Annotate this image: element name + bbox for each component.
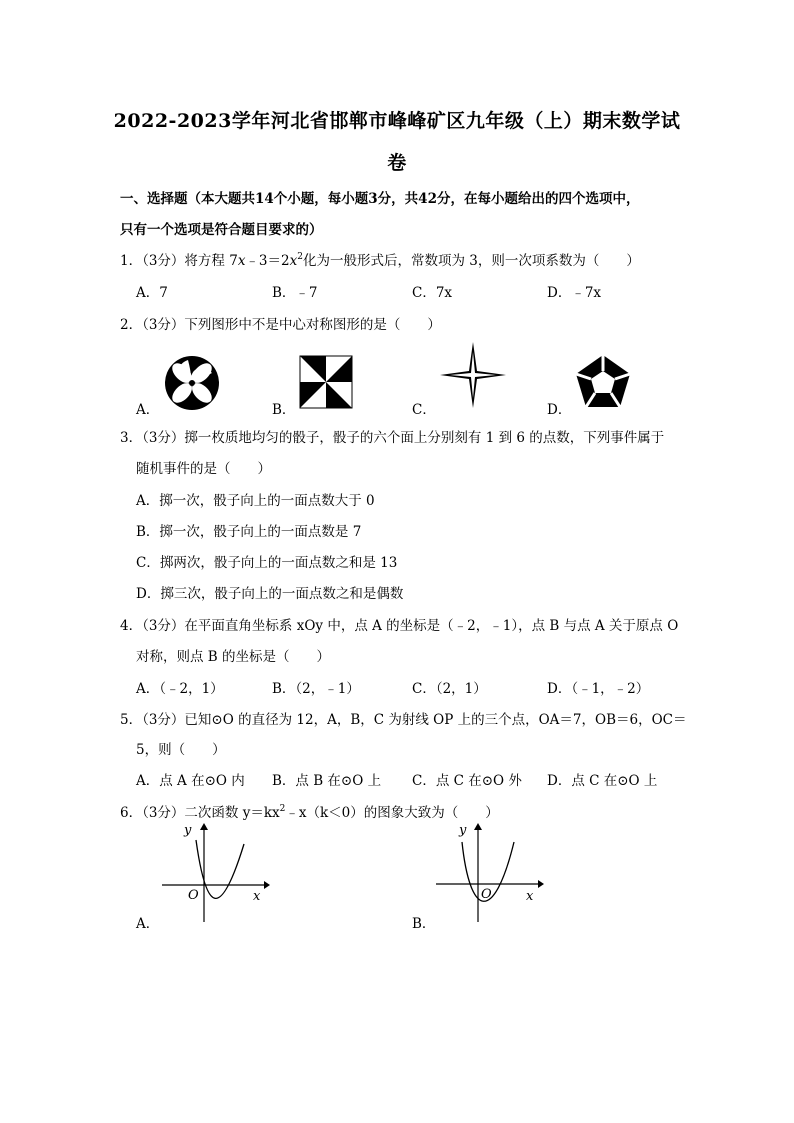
q1-option-b[interactable]: B．﹣7 [272, 285, 318, 301]
q5-option-c[interactable]: C．点 C 在⊙O 外 [412, 773, 522, 789]
four-petal-circle-icon [164, 355, 220, 411]
q4-option-a[interactable]: A．（﹣2，1） [136, 681, 224, 697]
q2-option-d[interactable]: D． [547, 402, 572, 418]
q6-graph-a [160, 822, 270, 924]
question-3-text-line1: 3．（3分）掷一枚质地均匀的骰子，骰子的六个面上分别刻有 1 到 6 的点数，下列事件属于 [120, 430, 665, 446]
q6-option-b[interactable]: B． [412, 916, 436, 932]
q2-option-c[interactable]: C． [412, 402, 436, 418]
y-axis-arrow-icon [474, 823, 482, 830]
q1-option-c[interactable]: C．7x [412, 285, 453, 301]
q2-option-b[interactable]: B． [272, 402, 296, 418]
q3-option-c[interactable]: C．掷两次，骰子向上的一面点数之和是 13 [136, 555, 398, 571]
parabola-curve [196, 840, 244, 898]
q4-option-c[interactable]: C．（2，1） [412, 681, 487, 697]
q1-option-d[interactable]: D．﹣7x [547, 285, 602, 301]
q5-option-d[interactable]: D．点 C 在⊙O 上 [547, 773, 658, 789]
origin-label: O [481, 887, 492, 902]
question-2-text: 2．（3分）下列图形中不是中心对称图形的是（ ） [120, 317, 441, 333]
q5-option-a[interactable]: A．点 A 在⊙O 内 [136, 773, 245, 789]
four-point-star-icon [440, 342, 506, 408]
q1-option-a[interactable]: A．7 [136, 285, 168, 301]
q4-option-b[interactable]: B．（2，﹣1） [272, 681, 360, 697]
question-5-text-line2: 5，则（ ） [136, 742, 226, 758]
x-axis-label: x [526, 889, 534, 904]
question-6-text: 6．（3分）二次函数 $y=kx^2﹣x(k<0)$的图象大致为（ ） [120, 804, 499, 821]
section-heading-line2: 只有一个选项是符合题目要求的） [120, 222, 323, 238]
exam-title-line1: 2022-2023学年河北省邯郸市峰峰矿区九年级（上）期末数学试 [113, 110, 681, 132]
q6-option-a[interactable]: A． [136, 916, 160, 932]
y-axis-label: y [459, 823, 467, 838]
q3-option-d[interactable]: D．掷三次，骰子向上的一面点数之和是偶数 [136, 586, 404, 602]
q6-graph-b [434, 822, 544, 924]
y-axis-label: y [184, 823, 192, 838]
question-3-text-line2: 随机事件的是（ ） [136, 461, 271, 477]
q5-option-b[interactable]: B．点 B 在⊙O 上 [272, 773, 382, 789]
exam-title-line2: 卷 [387, 152, 407, 174]
x-axis-arrow-icon [264, 881, 270, 889]
q3-option-a[interactable]: A．掷一次，骰子向上的一面点数大于 0 [136, 493, 375, 509]
x-axis-label: x [253, 889, 261, 904]
pinwheel-icon [300, 356, 352, 408]
y-axis-arrow-icon [200, 823, 208, 830]
pentagon-ring-icon [574, 353, 632, 409]
question-5-text-line1: 5．（3分）已知⊙O 的直径为 12，A，B，C 为射线 OP 上的三个点，OA＝7，OB＝6，OC＝ [120, 712, 687, 728]
q2-option-a[interactable]: A． [136, 402, 160, 418]
q4-option-d[interactable]: D．（﹣1，﹣2） [547, 681, 650, 697]
section-heading-line1: 一、选择题（本大题共14个小题，每小题3分，共42分，在每小题给出的四个选项中， [120, 191, 640, 207]
question-4-text-line1: 4．（3分）在平面直角坐标系 xOy 中，点 A 的坐标是（﹣2，﹣1），点 B 与点 A 关于原点 O [120, 618, 679, 634]
q3-option-b[interactable]: B．掷一次，骰子向上的一面点数是 7 [136, 524, 362, 540]
question-4-text-line2: 对称，则点 B 的坐标是（ ） [136, 649, 331, 665]
question-1-text: 1．（3分）将方程 $7x﹣3=2x^2$化为一般形式后，常数项为 3，则一次项系数为（ ） [120, 252, 640, 269]
origin-label: O [188, 888, 199, 903]
x-axis-arrow-icon [538, 880, 544, 888]
